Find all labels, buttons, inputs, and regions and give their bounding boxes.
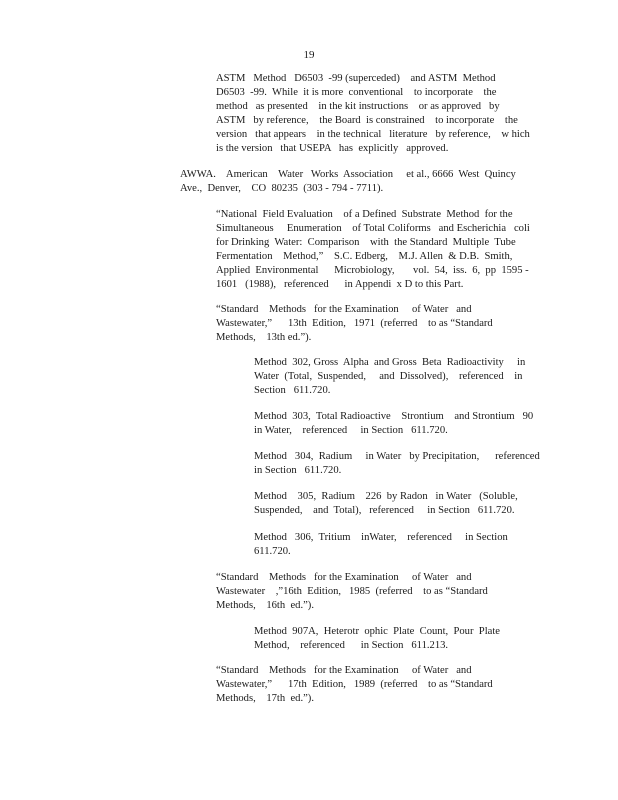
text-line: AWWA. American Water Works Association et al., 6666 West Quincy xyxy=(180,169,516,180)
text-line: Method 304, Radium in Water by Precipitation, referenced xyxy=(254,451,540,462)
text-line: Simultaneous Enumeration of Total Coliforms and Escherichia coli xyxy=(216,223,530,235)
text-line: Method 306, Tritium inWater, referenced in Section xyxy=(254,532,508,543)
paragraph-standard-methods-16th xyxy=(216,571,532,613)
text-line: Methods, 17th ed.”). xyxy=(216,693,314,705)
text-line: 611.720. xyxy=(254,546,291,558)
text-line: Methods, 13th ed.”). xyxy=(216,332,312,344)
text-line: for Drinking Water: Comparison with the Standard Multiple Tube xyxy=(216,237,516,249)
paragraph-method-907a xyxy=(254,625,540,653)
text-line: version that appears in the technical literature by reference, w hich xyxy=(216,129,530,141)
paragraph-standard-methods-17th xyxy=(216,664,532,706)
text-line: Method 305, Radium 226 by Radon in Water (Soluble, xyxy=(254,491,518,502)
text-line: “Standard Methods for the Examination of Water and xyxy=(216,665,472,676)
text-line: Wastewater,” 17th Edition, 1989 (referred to as “Standard xyxy=(216,679,493,691)
paragraph-method-305 xyxy=(254,490,540,518)
text-line: Method 907A, Heterotr ophic Plate Count, Pour Plate xyxy=(254,626,500,637)
text-line: Applied Environmental Microbiology, vol. 54, iss. 6, pp 1595 - xyxy=(216,265,529,277)
paragraph-awwa-heading xyxy=(180,168,523,196)
text-line: “Standard Methods for the Examination of Water and xyxy=(216,304,472,315)
text-line: ASTM Method D6503 -99 (superceded) and ASTM Method xyxy=(216,73,496,84)
text-line: Ave., Denver, CO 80235 (303 - 794 - 7711). xyxy=(180,183,384,195)
text-line: “Standard Methods for the Examination of Water and xyxy=(216,572,472,583)
text-line: method as presented in the kit instructions or as approved by xyxy=(216,101,500,113)
text-line: ASTM by reference, the Board is constrained to incorporate the xyxy=(216,115,518,127)
text-line: 1601 (1988), referenced in Appendi x D to this Part. xyxy=(216,279,464,291)
text-line: in Section 611.720. xyxy=(254,465,342,477)
text-line: in Water, referenced in Section 611.720. xyxy=(254,425,448,437)
text-line: “National Field Evaluation of a Defined Substrate Method for the xyxy=(216,209,513,220)
text-line: Methods, 16th ed.”). xyxy=(216,600,314,612)
text-line: Section 611.720. xyxy=(254,385,331,397)
paragraph-standard-methods-13th xyxy=(216,303,532,345)
paragraph-national-field-evaluation xyxy=(216,208,532,293)
paragraph-method-302 xyxy=(254,356,540,398)
paragraph-method-303 xyxy=(254,410,542,438)
text-line: Wastewater ,”16th Edition, 1985 (referred to as “Standard xyxy=(216,586,488,598)
text-line: Method 303, Total Radioactive Strontium and Strontium 90 xyxy=(254,411,534,422)
text-line: Fermentation Method,” S.C. Edberg, M.J. Allen & D.B. Smith, xyxy=(216,251,513,263)
text-line: Water (Total, Suspended, and Dissolved), referenced in xyxy=(254,371,523,383)
text-line: Method, referenced in Section 611.213. xyxy=(254,640,449,652)
text-line: Suspended, and Total), referenced in Section 611.720. xyxy=(254,505,515,517)
page-number: 19 xyxy=(303,49,315,61)
text-line: Wastewater,” 13th Edition, 1971 (referred to as “Standard xyxy=(216,318,493,330)
text-line: is the version that USEPA has explicitly approved. xyxy=(216,143,449,155)
paragraph-method-306 xyxy=(254,531,540,559)
text-line: Method 302, Gross Alpha and Gross Beta Radioactivity in xyxy=(254,357,526,368)
text-line: D6503 -99. While it is more conventional to incorporate the xyxy=(216,87,497,99)
paragraph-astm-d6503 xyxy=(216,72,532,157)
paragraph-method-304 xyxy=(254,450,540,478)
